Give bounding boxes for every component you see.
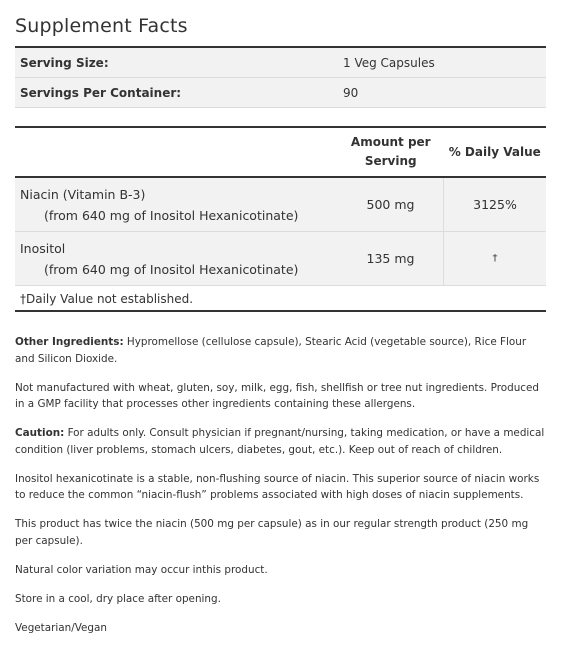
servings-per-container-value: 90	[338, 78, 546, 108]
nutrient-source: (from 640 mg of Inositol Hexanicotinate)	[44, 261, 299, 277]
other-ingredients-label: Other Ingredients:	[15, 336, 124, 348]
dv-column-header: % Daily Value	[444, 128, 547, 177]
nutrient-table-header	[15, 128, 546, 177]
nutrient-source: (from 640 mg of Inositol Hexanicotinate)	[44, 207, 299, 223]
caution-text: For adults only. Consult physician if pregnant/nursing, taking medication, or have a medical condition (liver problems, stomach ulcers, diabetes, gout, etc.). Keep out of reach of children.	[15, 427, 545, 456]
diet-label: Vegetarian/Vegan	[15, 621, 107, 634]
other-ingredients	[15, 334, 546, 367]
nutrient-daily-value: †	[444, 232, 547, 286]
storage-instructions: Store in a cool, dry place after opening.	[15, 592, 221, 605]
product-description: Inositol hexanicotinate is a stable, non-flushing source of niacin. This superior source of niacin works to reduce the common “niacin-flush” problems associated with high doses of niacin supplements.	[15, 472, 540, 501]
nutrient-name-cell	[15, 232, 338, 286]
supplement-facts-panel	[15, 0, 546, 312]
amount-header-line2: Serving	[364, 154, 417, 168]
servings-per-container-row	[15, 78, 546, 108]
daily-value-footnote: †Daily Value not established.	[20, 292, 194, 306]
strength-comparison: This product has twice the niacin (500 mg per capsule) as in our regular strength product (250 mg per capsule).	[15, 518, 529, 547]
nutrient-table	[15, 128, 546, 286]
bottom-divider	[15, 310, 546, 312]
nutrient-amount: 135 mg	[338, 232, 444, 286]
serving-size-value: 1 Veg Capsules	[338, 48, 546, 78]
color-variation-note: Natural color variation may occur inthis product.	[15, 563, 268, 576]
nutrient-name: Inositol	[20, 240, 66, 256]
serving-info-table	[15, 48, 546, 108]
nutrient-column-header	[15, 128, 338, 177]
serving-size-row	[15, 48, 546, 78]
product-notes	[15, 334, 546, 636]
other-ingredients-text: Hypromellose (cellulose capsule), Stearic Acid (vegetable source), Rice Flour and Silicon Dioxide.	[15, 336, 527, 365]
caution-statement	[15, 425, 546, 458]
nutrient-row-inositol	[15, 232, 546, 286]
amount-column-header	[338, 128, 444, 177]
nutrient-daily-value: 3125%	[444, 177, 547, 232]
servings-per-container-label: Servings Per Container:	[15, 78, 338, 108]
panel-title: Supplement Facts	[15, 15, 188, 37]
serving-size-label: Serving Size:	[15, 48, 338, 78]
amount-header-line1: Amount per	[350, 135, 431, 149]
nutrient-name-cell	[15, 177, 338, 232]
allergen-statement: Not manufactured with wheat, gluten, soy, milk, egg, fish, shellfish or tree nut ingredients. Produced in a GMP facility that processes other ingredients containing these allergens.	[15, 381, 540, 410]
nutrient-name: Niacin (Vitamin B-3)	[20, 186, 146, 202]
caution-label: Caution:	[15, 427, 65, 439]
nutrient-row-niacin	[15, 177, 546, 232]
nutrient-amount: 500 mg	[338, 177, 444, 232]
